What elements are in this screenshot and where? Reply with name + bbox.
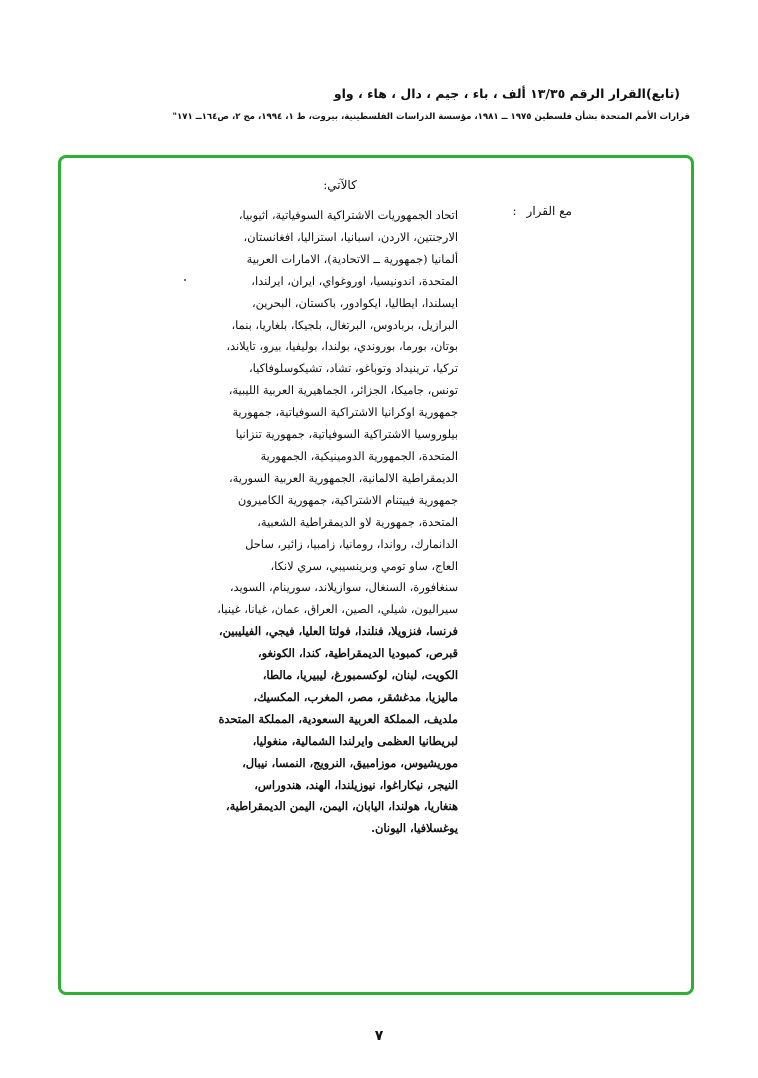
country-list-line: البرازيل، بربادوس، البرتغال، بلجيكا، بلغاريا، بنما، — [231, 317, 458, 332]
country-list-line: فرنسا، فنزويلا، فنلندا، فولتا العليا، فيجي، الفيليبين، — [218, 624, 458, 639]
vote-label-colon: : — [512, 204, 517, 218]
country-list-line: الديمقراطية الالمانية، الجمهورية العربية السورية، — [228, 470, 458, 485]
country-list-line: الدانمارك، رواندا، رومانيا، زامبيا، زائير، ساحل — [245, 536, 458, 551]
country-list-line: قبرص، كمبوديا الديمقراطية، كندا، الكونغو، — [257, 646, 458, 661]
country-list-line: تركيا، ترينيداد وتوباغو، تشاد، تشيكوسلوفاكيا، — [249, 361, 458, 376]
country-list-line: سنغافورة، السنغال، سوازيلاند، سورينام، السويد، — [229, 580, 458, 595]
vote-label — [472, 204, 572, 218]
country-list-line: سيراليون، شيلي، الصين، العراق، عمان، غيانا، غينيا، — [217, 602, 458, 617]
country-list-line: الارجنتين، الاردن، اسبانيا، استراليا، افغانستان، — [243, 229, 458, 244]
country-list-line: النيجر، نيكاراغوا، نيوزيلندا، الهند، هندوراس، — [254, 777, 458, 792]
country-list-line: المتحدة، جمهورية لاو الديمقراطية الشعبية، — [257, 514, 458, 529]
country-list-line: ألمانيا (جمهورية ــ الاتحادية)، الامارات العربية — [246, 251, 458, 266]
vote-label-text: مع القرار — [526, 204, 572, 218]
country-list-line: جمهورية فييتنام الاشتراكية، جمهورية الكاميرون — [237, 492, 458, 507]
country-list — [202, 205, 458, 840]
source-citation: قرارات الأمم المتحدة بشأن فلسطين ١٩٧٥ ــ ١٩٨١، مؤسسة الدراسات الفلسطينية، بيروت، ط ١، ١٩٩٤، مج ٢، ص١٦٤ــ ١٧١" — [172, 112, 690, 122]
country-list-line: هنغاريا، هولندا، اليابان، اليمن، اليمن الديمقراطية، — [225, 799, 458, 814]
page-number: ٧ — [374, 1028, 384, 1044]
resolution-title: (تابع)القرار الرقم ١٣/٣٥ ألف ، باء ، جيم ، دال ، هاء ، واو — [333, 86, 680, 101]
country-list-line: اتحاد الجمهوريات الاشتراكية السوفياتية، اثيوبيا، — [238, 208, 458, 222]
country-list-line: بيلوروسيا الاشتراكية السوفياتية، جمهورية تنزانيا — [235, 427, 458, 442]
country-list-line: بوتان، بورما، بوروندي، بولندا، بوليفيا، بيرو، تايلاند، — [226, 339, 458, 354]
country-list-line: تونس، جاميكا، الجزائر، الجماهيرية العربية الليبية، — [228, 383, 458, 398]
country-list-line: موريشيوس، موزامبيق، النرويج، النمسا، نيبال، — [242, 755, 458, 770]
country-list-line: ايسلندا، ايطاليا، ايكوادور، باكستان، البحرين، — [251, 295, 458, 310]
vote-intro: كالآتي: — [323, 178, 357, 192]
country-list-line: المتحدة، الجمهورية الدومينيكية، الجمهورية — [260, 448, 458, 463]
country-list-line: العاج، ساو تومي وبرينسيبي، سري لانكا، — [270, 558, 458, 573]
margin-dot — [184, 279, 186, 281]
country-list-line: ملديف، المملكة العربية السعودية، المملكة المتحدة — [218, 711, 458, 726]
country-list-line: ماليزيا، مدغشقر، مصر، المغرب، المكسيك، — [253, 689, 458, 704]
country-list-line: يوغسلافيا، اليونان. — [371, 821, 458, 836]
country-list-line: جمهورية اوكرانيا الاشتراكية السوفياتية، جمهورية — [232, 405, 458, 420]
country-list-line: الكويت، لبنان، لوكسمبورغ، ليبيريا، مالطا، — [262, 668, 458, 683]
country-list-line: المتحدة، اندونيسيا، اوروغواي، ايران، ايرلندا، — [251, 273, 458, 288]
country-list-line: لبريطانيا العظمى وايرلندا الشمالية، منغوليا، — [252, 733, 458, 748]
